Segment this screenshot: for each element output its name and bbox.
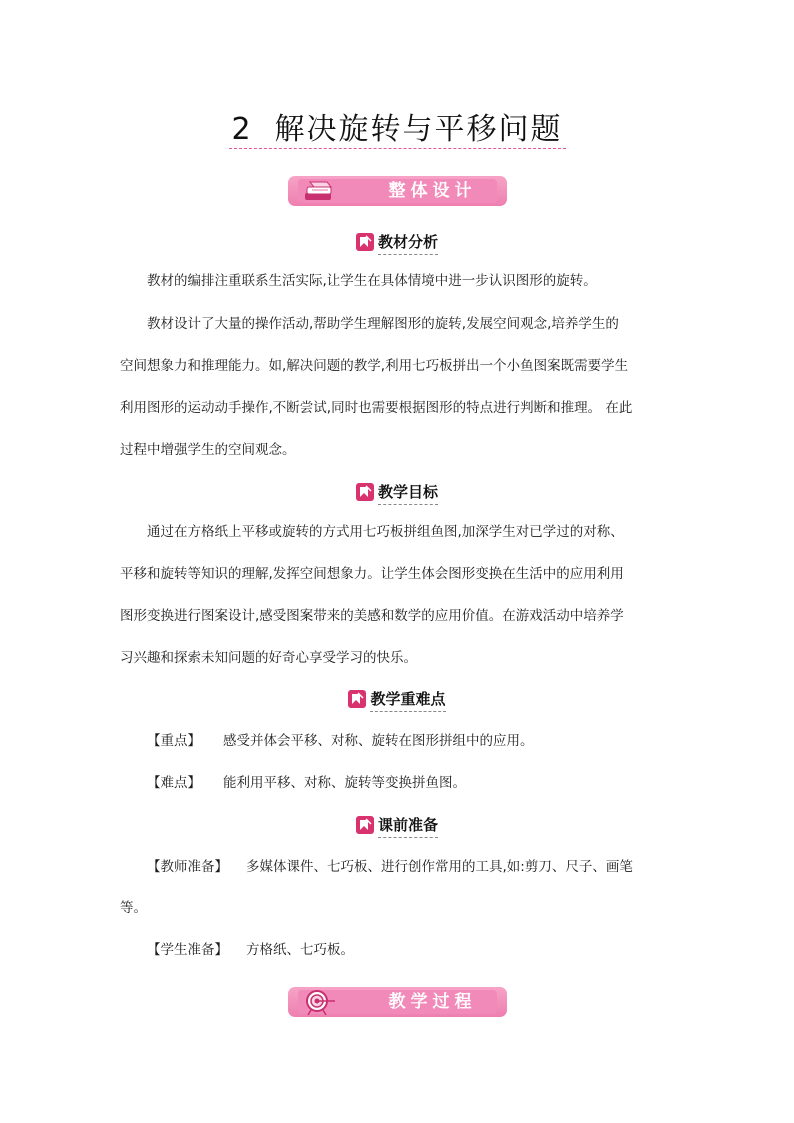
bookmark-icon (356, 816, 374, 834)
key-point-text: 感受并体会平移、对称、旋转在图形拼组中的应用。 (223, 733, 534, 749)
student-prep-label: 【学生准备】 (147, 942, 228, 958)
book-stack-icon (302, 178, 336, 204)
title-underline (229, 148, 566, 149)
teacher-prep-label: 【教师准备】 (147, 859, 228, 875)
difficult-point-label: 【难点】 (147, 775, 201, 791)
difficult-point-text: 能利用平移、对称、旋转等变换拼鱼图。 (223, 775, 466, 791)
goals-line-2: 平移和旋转等知识的理解,发挥空间想象力。让学生体会图形变换在生活中的应用利用 (120, 566, 624, 582)
goals-line-3: 图形变换进行图案设计,感受图案带来的美感和数学的应用价值。在游戏活动中培养学 (120, 608, 624, 624)
section-heading-goals (0, 482, 794, 504)
difficult-point-line (120, 773, 676, 793)
key-point-line (120, 731, 676, 751)
teacher-prep-line-cont: 等。 (120, 900, 147, 916)
bookmark-icon (348, 690, 366, 708)
bookmark-icon (356, 483, 374, 501)
lesson-number: 2 (231, 112, 253, 147)
target-icon (302, 989, 336, 1015)
section-heading-preparation (0, 815, 794, 837)
section-heading-keypoints (0, 689, 794, 711)
key-point-label: 【重点】 (147, 733, 201, 749)
banner-overall-design (288, 176, 507, 206)
teacher-prep-line (120, 857, 676, 877)
analysis-line-1: 教材的编排注重联系生活实际,让学生在具体情境中进一步认识图形的旋转。 (147, 273, 597, 289)
section-title: 课前准备 (377, 816, 438, 834)
banner-label: 整体设计 (388, 181, 477, 201)
section-title: 教学重难点 (370, 690, 446, 708)
student-prep-text: 方格纸、七巧板。 (246, 942, 354, 958)
section-title: 教学目标 (377, 483, 438, 501)
banner-label: 教学过程 (388, 992, 477, 1012)
section-title: 教材分析 (377, 233, 438, 251)
analysis-line-4: 利用图形的运动动手操作,不断尝试,同时也需要根据图形的特点进行判断和推理。 在此 (120, 400, 633, 416)
teacher-prep-text: 多媒体课件、七巧板、进行创作常用的工具,如:剪刀、尺子、画笔 (246, 859, 633, 875)
analysis-line-3: 空间想象力和推理能力。如,解决问题的教学,利用七巧板拼出一个小鱼图案既需要学生 (120, 358, 629, 374)
analysis-line-5: 过程中增强学生的空间观念。 (120, 442, 296, 458)
lesson-title: 解决旋转与平移问题 (274, 112, 563, 147)
bookmark-icon (356, 233, 374, 251)
section-heading-analysis (0, 232, 794, 254)
page-title (0, 104, 794, 148)
student-prep-line (120, 940, 676, 960)
analysis-line-2: 教材设计了大量的操作活动,帮助学生理解图形的旋转,发展空间观念,培养学生的 (147, 316, 619, 332)
banner-teaching-process (288, 987, 507, 1017)
goals-line-4: 习兴趣和探索未知问题的好奇心享受学习的快乐。 (120, 650, 417, 666)
goals-line-1: 通过在方格纸上平移或旋转的方式用七巧板拼组鱼图,加深学生对已学过的对称、 (147, 524, 624, 540)
